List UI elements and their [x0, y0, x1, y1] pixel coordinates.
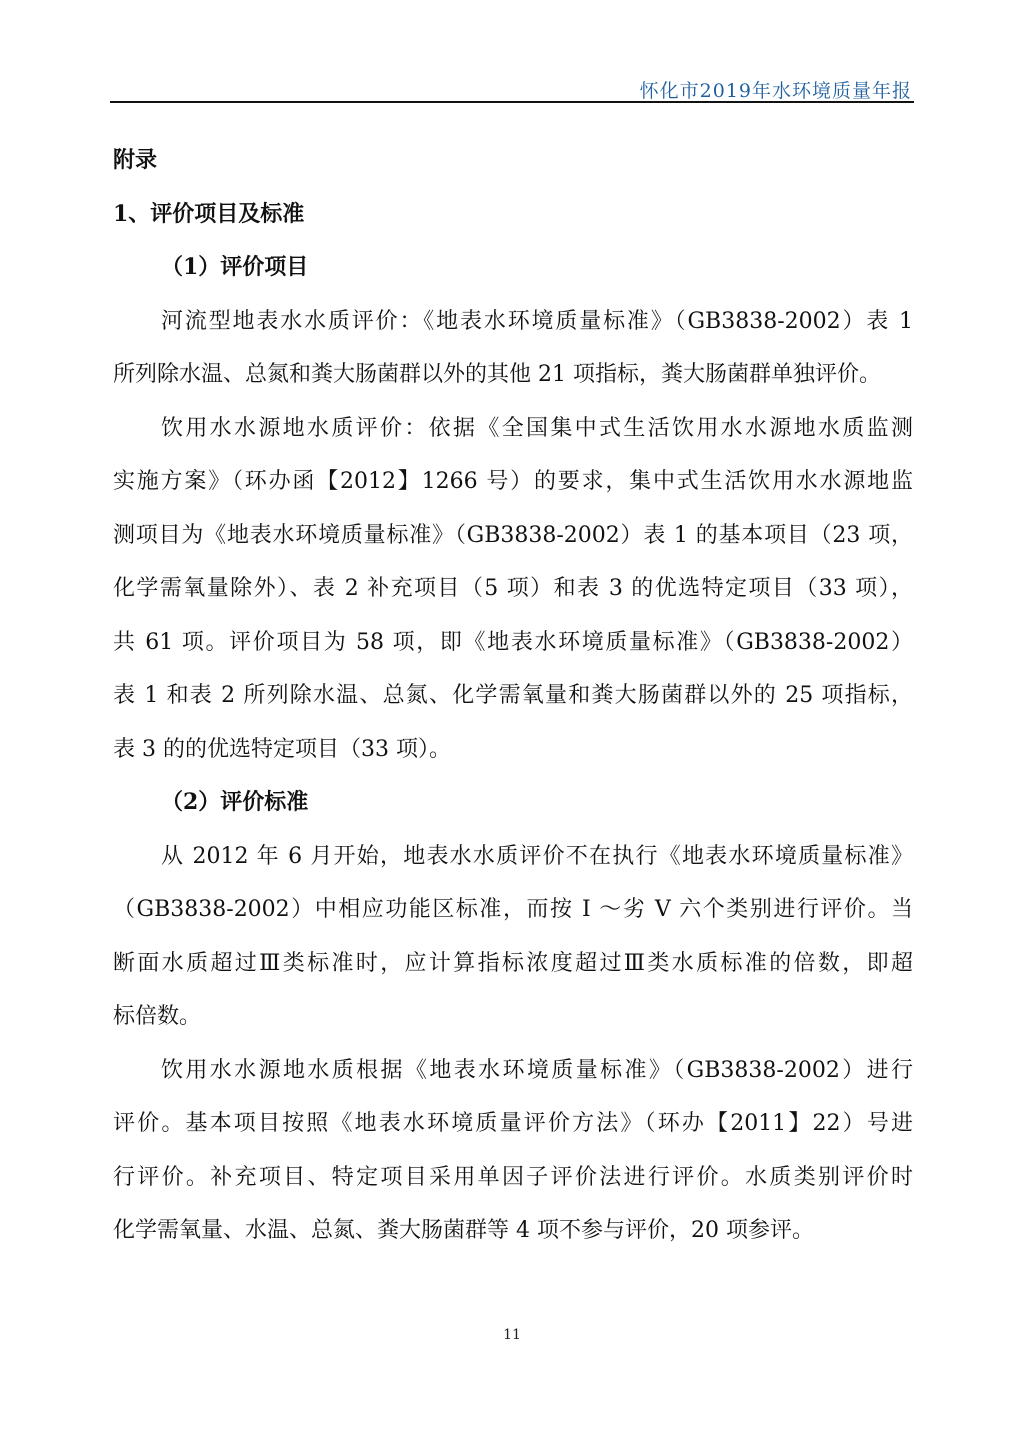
paragraph-drinking-water-evaluation [113, 402, 913, 777]
paragraph-line: 表 1 和表 2 所列除水温、总氮、化学需氧量和粪大肠菌群以外的 25 项指标， [113, 683, 913, 708]
paragraph-line: 测项目为《地表水环境质量标准》（GB3838-2002）表 1 的基本项目（23 项， [113, 522, 913, 548]
paragraph-line: 饮用水水源地水质评价：依据《全国集中式生活饮用水水源地水质监测 [161, 415, 913, 441]
paragraph-line: （GB3838-2002）中相应功能区标准，而按 I ～劣 V 六个类别进行评价。当 [113, 897, 913, 922]
paragraph-river-evaluation [113, 295, 913, 402]
paragraph-line: 共 61 项。评价项目为 58 项，即《地表水环境质量标准》（GB3838-2002） [113, 629, 913, 655]
paragraph-line: 评价。基本项目按照《地表水环境质量评价方法》（环办【2011】22）号进 [113, 1111, 913, 1136]
paragraph-line: 断面水质超过Ⅲ类标准时，应计算指标浓度超过Ⅲ类水质标准的倍数，即超 [113, 950, 913, 976]
page-body [113, 134, 913, 1258]
paragraph-line: 表 3 的的优选特定项目（33 项）。 [113, 736, 451, 762]
appendix-title: 附录 [113, 147, 158, 173]
paragraph-line: 化学需氧量除外）、表 2 补充项目（5 项）和表 3 的优选特定项目（33 项）， [113, 576, 913, 601]
section-heading: 1、评价项目及标准 [113, 200, 305, 227]
paragraph-line: 饮用水水源地水质根据《地表水环境质量标准》（GB3838-2002）进行 [161, 1057, 913, 1083]
paragraph-line: 河流型地表水水质评价：《地表水环境质量标准》（GB3838-2002）表 1 [161, 308, 913, 334]
paragraph-line: 标倍数。 [113, 1004, 202, 1029]
page-number: 11 [503, 1327, 521, 1343]
paragraph-evaluation-standard [113, 830, 913, 1044]
subheading-evaluation-items: （1）评价项目 [161, 254, 309, 280]
header-title: 怀化市2019年水环境质量年报 [639, 80, 912, 102]
subheading-evaluation-standard: （2）评价标准 [161, 789, 309, 815]
paragraph-drinking-water-standard [113, 1044, 913, 1258]
paragraph-line: 化学需氧量、水温、总氮、粪大肠菌群等 4 项不参与评价，20 项参评。 [113, 1218, 814, 1243]
header-rule [110, 101, 914, 103]
paragraph-line: 从 2012 年 6 月开始，地表水水质评价不在执行《地表水环境质量标准》 [161, 843, 913, 869]
paragraph-line: 实施方案》（环办函【2012】1266 号）的要求，集中式生活饮用水水源地监 [113, 469, 913, 494]
paragraph-line: 所列除水温、总氮和粪大肠菌群以外的其他 21 项指标，粪大肠菌群单独评价。 [113, 362, 881, 387]
paragraph-line: 行评价。补充项目、特定项目采用单因子评价法进行评价。水质类别评价时 [113, 1164, 913, 1190]
